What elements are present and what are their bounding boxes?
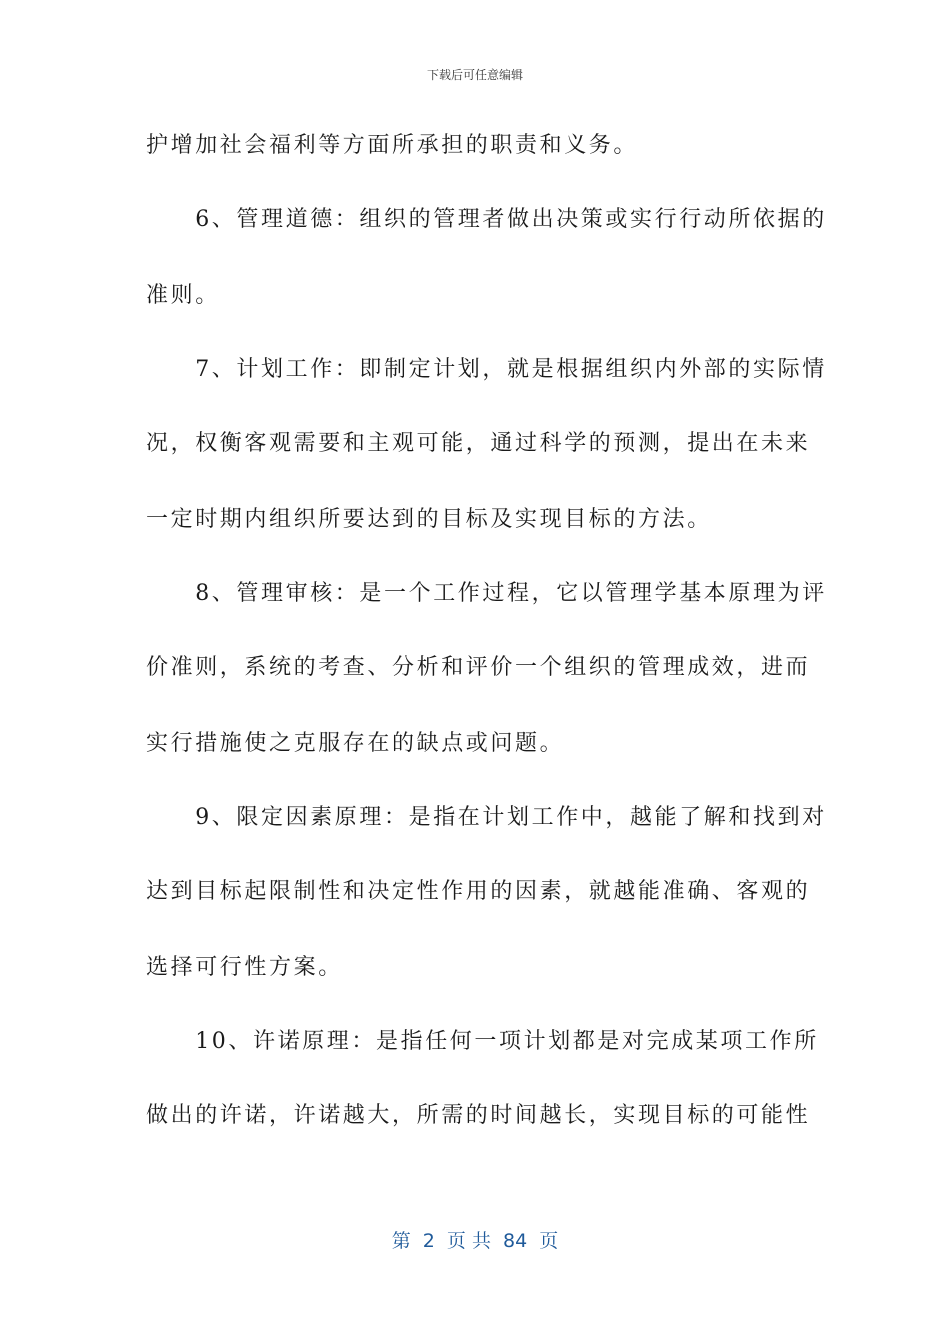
body-line-8: 价准则，系统的考查、分析和评价一个组织的管理成效，进而 bbox=[146, 655, 811, 680]
body-line-3: 准则。 bbox=[146, 283, 220, 308]
body-line-5: 况，权衡客观需要和主观可能，通过科学的预测，提出在未来 bbox=[146, 431, 811, 456]
body-line-11: 达到目标起限制性和决定性作用的因素，就越能准确、客观的 bbox=[146, 879, 811, 904]
body-line-7: 8、管理审核：是一个工作过程，它以管理学基本原理为评 bbox=[146, 581, 827, 606]
body-line-13: 10、许诺原理：是指任何一项计划都是对完成某项工作所 bbox=[146, 1029, 819, 1054]
body-line-6: 一定时期内组织所要达到的目标及实现目标的方法。 bbox=[146, 507, 712, 532]
body-line-10: 9、限定因素原理：是指在计划工作中，越能了解和找到对 bbox=[146, 805, 827, 830]
body-line-2: 6、管理道德：组织的管理者做出决策或实行行动所依据的 bbox=[146, 207, 827, 232]
page-number-footer: 第 2 页 共 84 页 bbox=[391, 1230, 559, 1252]
body-line-9: 实行措施使之克服存在的缺点或问题。 bbox=[146, 731, 565, 756]
body-line-12: 选择可行性方案。 bbox=[146, 955, 343, 980]
body-line-1: 护增加社会福利等方面所承担的职责和义务。 bbox=[146, 133, 639, 158]
page-header: 下载后可任意编辑 bbox=[426, 68, 523, 82]
body-line-14: 做出的许诺，许诺越大，所需的时间越长，实现目标的可能性 bbox=[146, 1103, 811, 1128]
body-line-4: 7、计划工作：即制定计划，就是根据组织内外部的实际情 bbox=[146, 357, 827, 382]
